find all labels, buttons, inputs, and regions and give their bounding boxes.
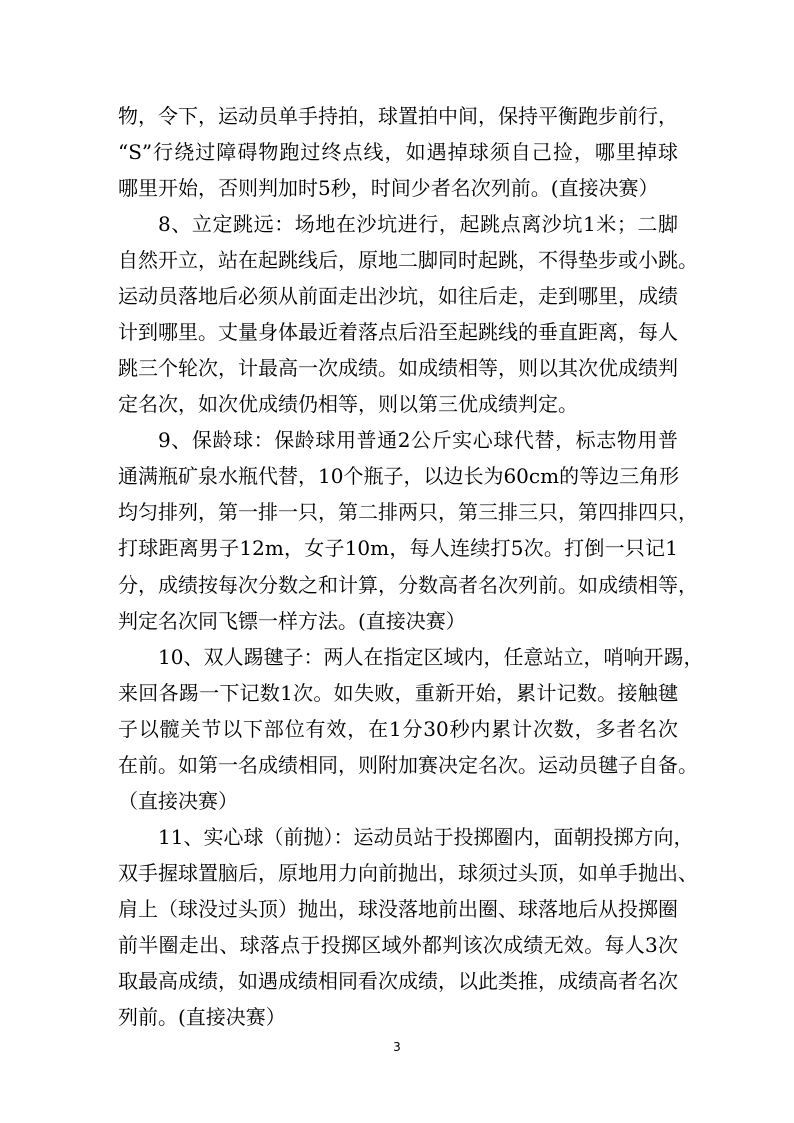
text-line: 运动员落地后必须从前面走出沙坑，如往后走，走到哪里，成绩 bbox=[118, 284, 678, 308]
text-line: 来回各踢一下记数1次。如失败，重新开始，累计记数。接触毽 bbox=[118, 681, 678, 705]
text-line: 自然开立，站在起跳线后，原地二脚同时起跳，不得垫步或小跳。 bbox=[118, 248, 698, 272]
text-line: 分，成绩按每次分数之和计算，分数高者名次列前。如成绩相等， bbox=[118, 573, 698, 597]
page-number: 3 bbox=[393, 1040, 401, 1054]
text-line: 前半圈走出、球落点于投掷区域外都判该次成绩无效。每人3次 bbox=[118, 933, 678, 957]
text-line: 物，令下，运动员单手持拍，球置拍中间，保持平衡跑步前行， bbox=[118, 104, 678, 128]
text-line: 跳三个轮次，计最高一次成绩。如成绩相等，则以其次优成绩判 bbox=[118, 356, 678, 380]
section-heading-line: 9、保龄球：保龄球用普通2公斤实心球代替，标志物用普 bbox=[158, 428, 678, 452]
text-line: “S”行绕过障碍物跑过终点线，如遇掉球须自己捡，哪里掉球 bbox=[118, 140, 678, 164]
text-line: 均匀排列，第一排一只，第二排两只，第三排三只，第四排四只， bbox=[118, 500, 698, 524]
text-line: 计到哪里。丈量身体最近着落点后沿至起跳线的垂直距离，每人 bbox=[118, 320, 678, 344]
text-line: 双手握球置脑后，原地用力向前抛出，球须过头顶，如单手抛出、 bbox=[118, 861, 698, 885]
text-line: 通满瓶矿泉水瓶代替，10个瓶子，以边长为60cm的等边三角形 bbox=[118, 464, 680, 488]
text-line: 哪里开始，否则判加时5秒，时间少者名次列前。(直接决赛） bbox=[118, 176, 659, 200]
text-line: 判定名次同飞镖一样方法。(直接决赛） bbox=[118, 609, 466, 633]
text-line: 肩上（球没过头顶）抛出，球没落地前出圈、球落地后从投掷圈 bbox=[118, 897, 678, 921]
text-line: 列前。(直接决赛） bbox=[118, 1005, 286, 1029]
text-line: （直接决赛） bbox=[118, 789, 238, 813]
section-heading-line: 8、立定跳远：场地在沙坑进行，起跳点离沙坑1米；二脚 bbox=[158, 212, 678, 236]
section-heading-line: 11、实心球（前抛）：运动员站于投掷圈内，面朝投掷方向， bbox=[158, 825, 694, 849]
text-line: 打球距离男子12m，女子10m，每人连续打5次。打倒一只记1 bbox=[118, 536, 678, 560]
text-line: 定名次，如次优成绩仍相等，则以第三优成绩判定。 bbox=[118, 392, 578, 416]
text-line: 子以髋关节以下部位有效，在1分30秒内累计次数，多者名次 bbox=[118, 717, 678, 741]
text-line: 在前。如第一名成绩相同，则附加赛决定名次。运动员毽子自备。 bbox=[118, 753, 698, 777]
section-heading-line: 10、双人踢毽子：两人在指定区域内，任意站立，哨响开踢， bbox=[158, 645, 704, 669]
text-line: 取最高成绩，如遇成绩相同看次成绩，以此类推，成绩高者名次 bbox=[118, 969, 678, 993]
